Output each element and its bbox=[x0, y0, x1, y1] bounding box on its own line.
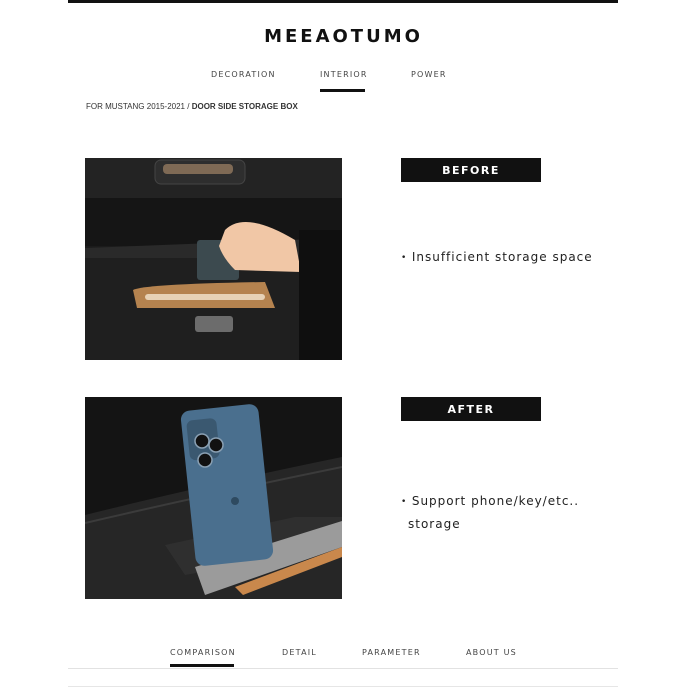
tab-parameter[interactable]: PARAMETER bbox=[362, 648, 421, 657]
before-photo-illustration bbox=[85, 158, 342, 360]
bullet-icon: • bbox=[401, 496, 408, 507]
before-description bbox=[401, 246, 593, 269]
after-photo bbox=[85, 397, 342, 599]
nav-item-decoration[interactable]: DECORATION bbox=[211, 70, 276, 79]
top-border bbox=[68, 0, 618, 3]
section-nav-active-indicator bbox=[170, 664, 234, 667]
after-label: AFTER bbox=[401, 397, 541, 421]
after-photo-illustration bbox=[85, 397, 342, 599]
nav-item-interior[interactable]: INTERIOR bbox=[320, 70, 368, 79]
breadcrumb-prefix[interactable]: FOR MUSTANG 2015-2021 / bbox=[86, 102, 190, 111]
tab-detail[interactable]: DETAIL bbox=[282, 648, 317, 657]
divider bbox=[68, 668, 618, 669]
before-label: BEFORE bbox=[401, 158, 541, 182]
before-text: Insufficient storage space bbox=[411, 250, 593, 264]
after-text-line2: storage bbox=[408, 516, 461, 531]
before-photo bbox=[85, 158, 342, 360]
tab-comparison[interactable]: COMPARISON bbox=[170, 648, 236, 657]
breadcrumb-current: DOOR SIDE STORAGE BOX bbox=[191, 102, 298, 111]
tab-about-us[interactable]: ABOUT US bbox=[466, 648, 517, 657]
after-text-line1: Support phone/key/etc.. bbox=[411, 494, 580, 508]
brand-logo[interactable]: MEEAOTUMO bbox=[264, 26, 423, 47]
nav-active-indicator bbox=[320, 89, 365, 92]
breadcrumb bbox=[86, 102, 298, 111]
after-description bbox=[401, 490, 579, 535]
bullet-icon: • bbox=[401, 252, 408, 263]
nav-item-power[interactable]: POWER bbox=[411, 70, 447, 79]
